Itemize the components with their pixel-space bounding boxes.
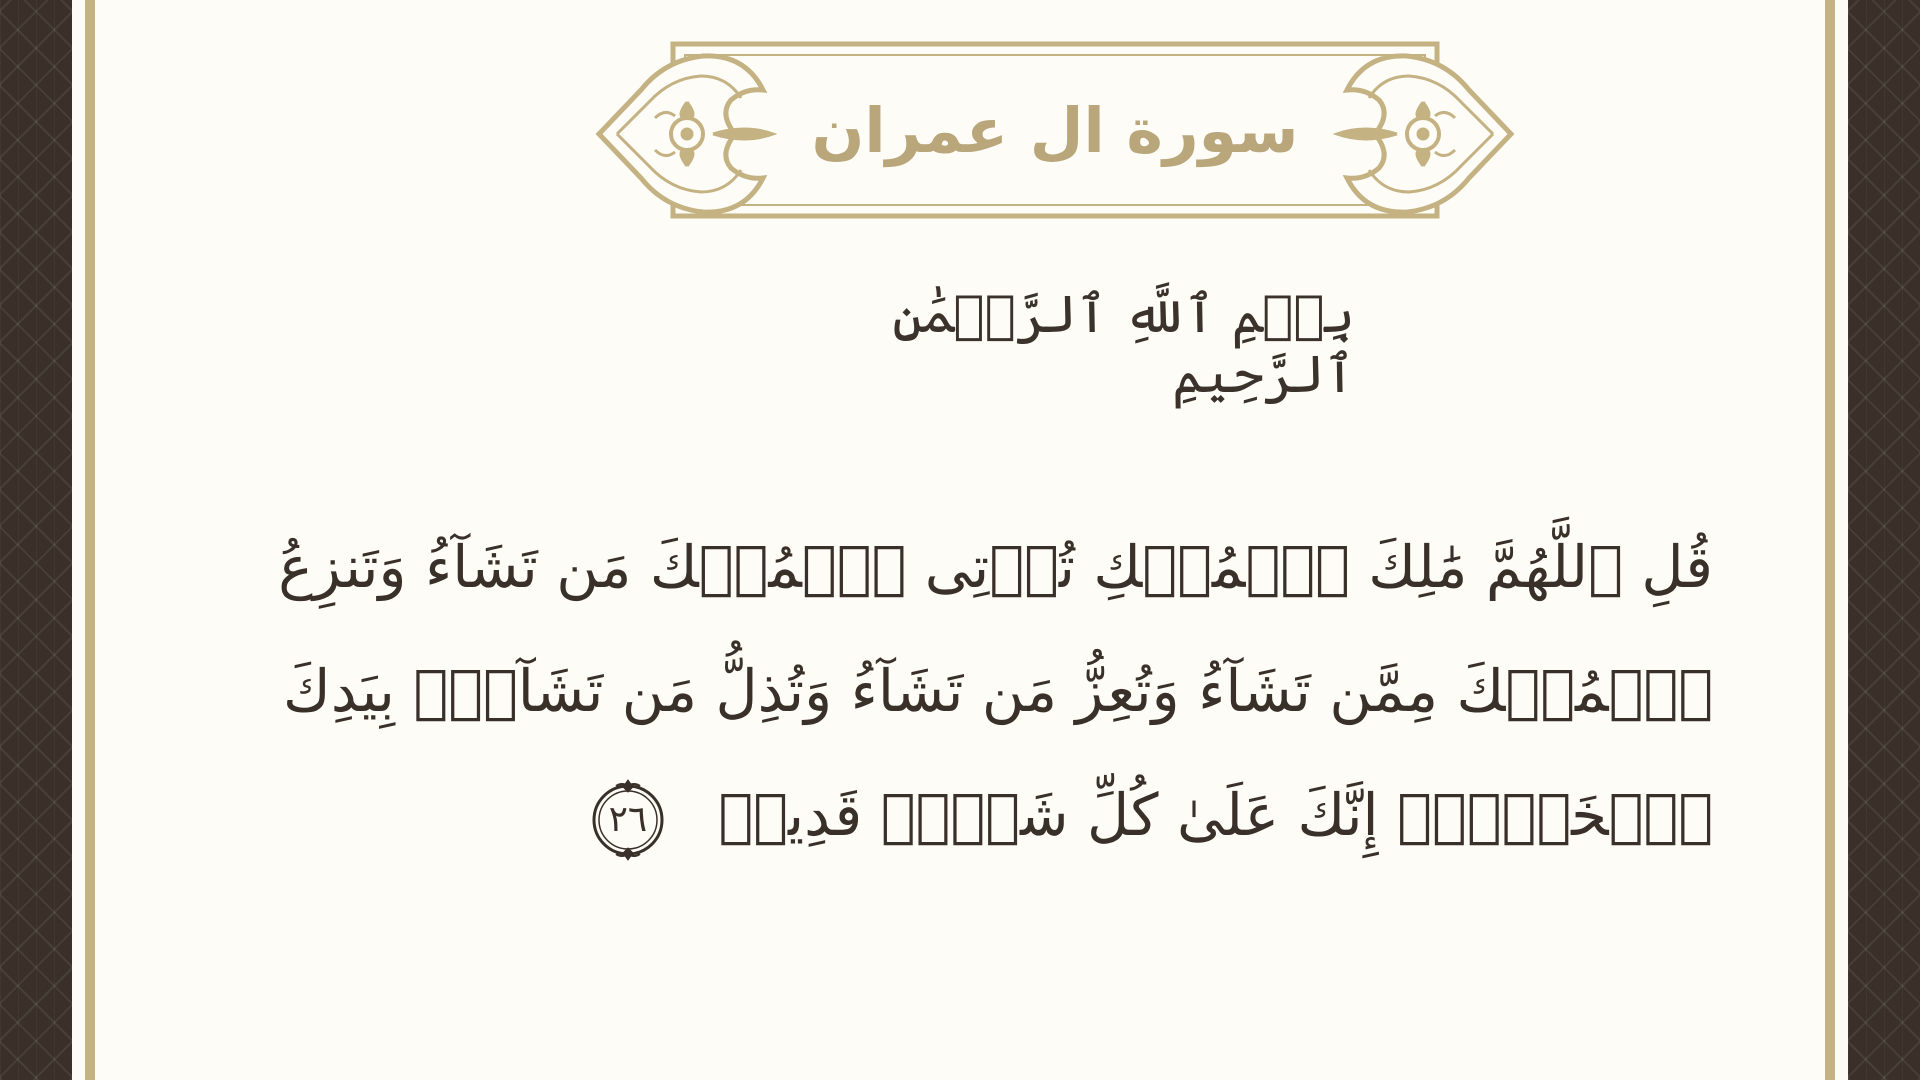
right-gold-rule [1825, 0, 1835, 1080]
surah-header-frame [595, 38, 1515, 228]
verse-end-marker [586, 778, 670, 862]
left-ornamental-border [0, 0, 72, 1080]
verse-text: قُلِ ٱللَّهُمَّ مَٰلِكَ ٱلۡمُلۡكِ تُؤۡتِى ٱلۡمُلۡكَ مَن تَشَآءُ وَتَنزِعُ ٱلۡمُلۡكَ مِمَّن تَشَآءُ وَتُعِزُّ مَن تَشَآءُ وَتُذِلُّ مَن تَشَآءُۖ بِيَدِكَ ٱلۡخَيۡرُۖ إِنَّكَ عَلَىٰ كُلِّ شَىۡءٖ قَدِيرٞ [278, 533, 1713, 849]
basmala-calligraphy: بِسۡمِ ٱللَّهِ ٱلرَّحۡمَٰنِ ٱلرَّحِيمِ [892, 285, 1355, 405]
surah-title: سورة ال عمران [811, 93, 1299, 167]
verse-text-block [215, 505, 1713, 877]
verse-number: ٢٦ [608, 798, 648, 840]
left-gold-rule [85, 0, 95, 1080]
mushaf-page [95, 0, 1825, 1080]
right-ornamental-border [1848, 0, 1920, 1080]
